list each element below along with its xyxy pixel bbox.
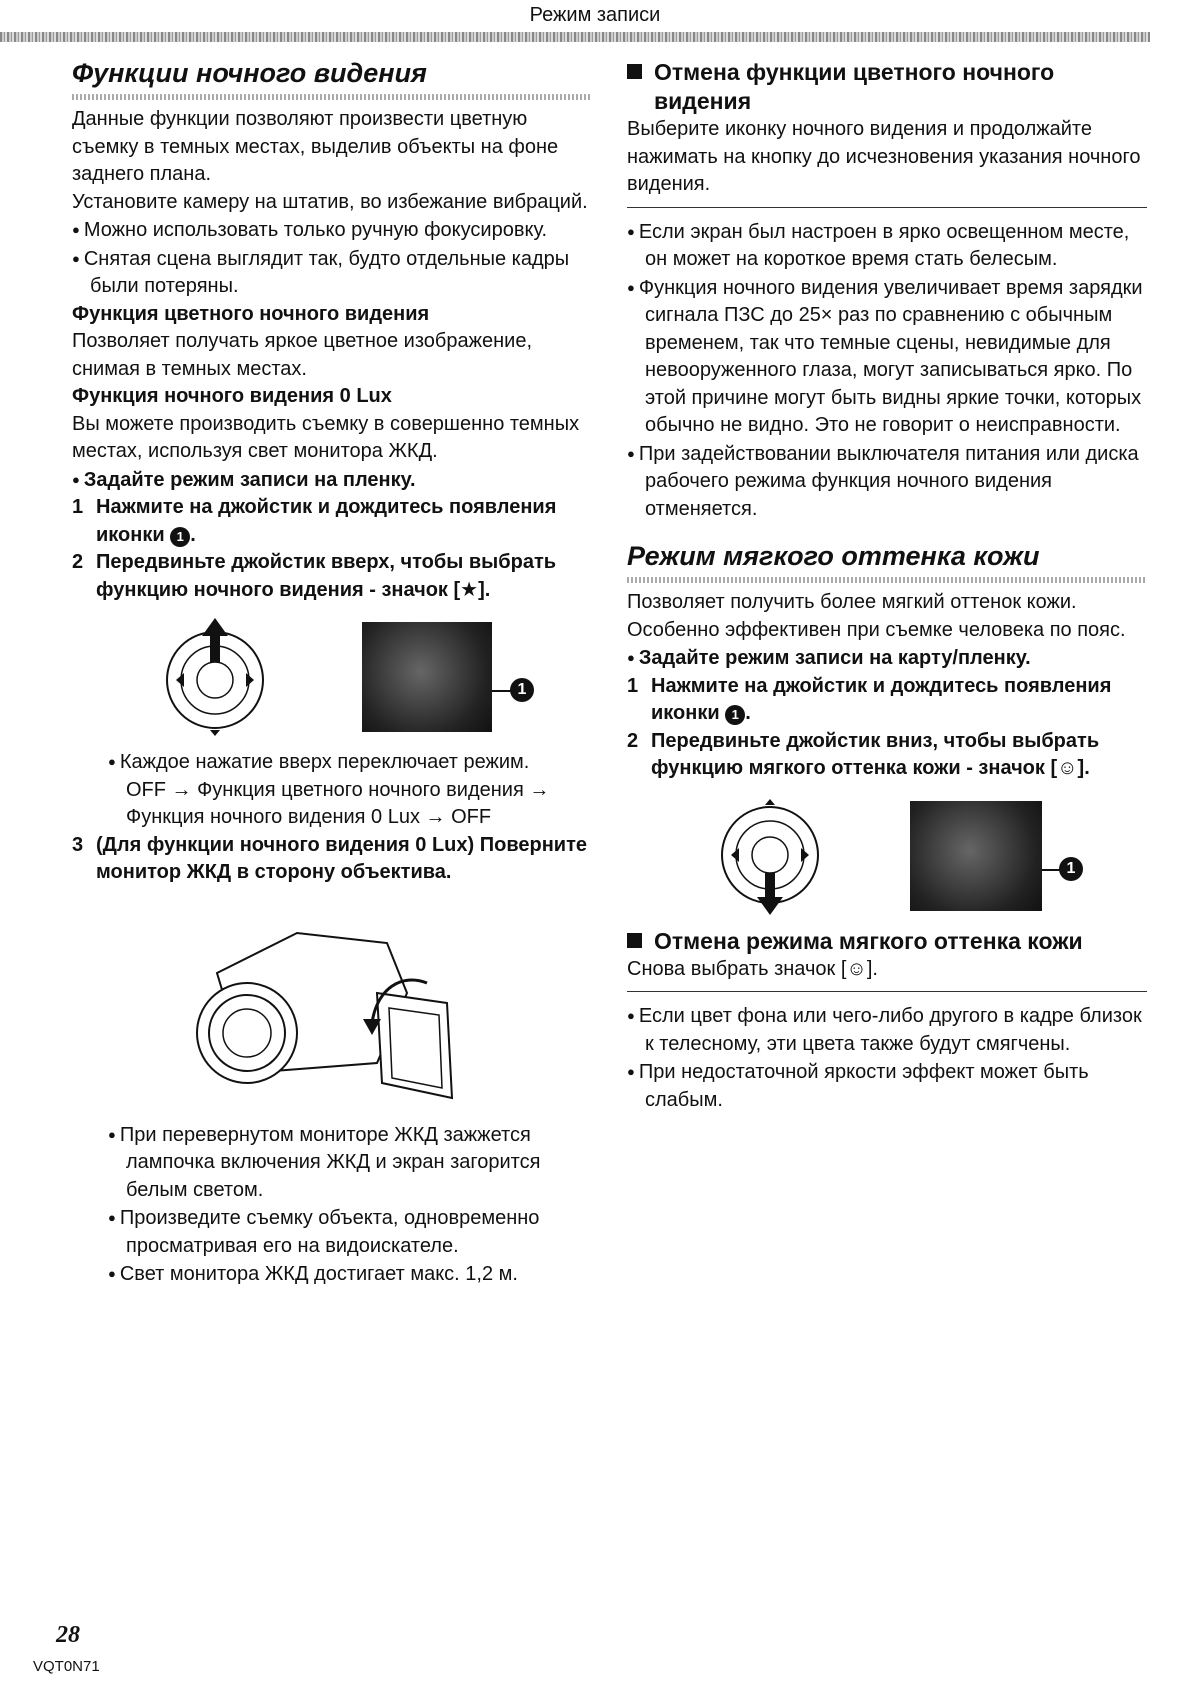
0lux-text: Вы можете производить съемку в совершенно темных местах, используя свет монитора ЖКД. [72,412,580,462]
note: ● При недостаточной яркости эффект может быть слабым. [627,1058,1147,1114]
subheading-color-night: Функция цветного ночного видения [72,302,430,325]
bullet: ● Произведите съемку объекта, одновременно просматривая его на видоискателе. [108,1204,592,1260]
square-bullet-icon [627,933,642,948]
bullet: ● Свет монитора ЖКД достигает макс. 1,2 м. [108,1260,592,1289]
note: ● При задействовании выключателя питания или диска рабочего режима функция ночного видения отменяется. [627,440,1147,524]
soft-step-2: 2 Передвиньте джойстик вниз, чтобы выбрать функцию мягкого оттенка кожи - значок [☺]. [627,729,1100,779]
soft-skin-icon: ☺ [1057,757,1078,779]
callout-1-icon: 1 [170,527,190,547]
bullet: ● Можно использовать только ручную фокусировку. [72,216,592,245]
cancel-color-night-text: Выберите иконку ночного видения и продолжайте нажимать на кнопку до исчезновения указания ночного видения. [627,118,1141,195]
night-scene-screenshot [362,622,492,732]
note: ● Функция ночного видения увеличивает время зарядки сигнала ПЗС до 25× раз по сравнению с обычным временем, так что темные сцены, невидимые для невооруженного глаза, могут записываться ярко. По этой причине могут быть видны яркие точки, которых обычно не видно. Это не говорит о неисправности. [627,274,1147,440]
section-title-night-vision: Функции ночного видения [72,58,427,88]
joystick-figure-up [72,618,592,738]
note: ● Если цвет фона или чего-либо другого в кадре близок к телесному, эти цвета также будут смягчены. [627,1002,1147,1058]
joystick-down-icon [715,797,825,917]
dotted-rule [72,94,592,100]
soft-skin-icon: ☺ [846,957,867,980]
bullet: ● При перевернутом мониторе ЖКД зажжется лампочка включения ЖКД и экран загорится белым светом. [108,1121,592,1205]
color-night-text: Позволяет получать яркое цветное изображение, снимая в темных местах. [72,330,533,380]
page-header: Режим записи [529,4,661,26]
joystick-figure-down [627,797,1147,917]
soft-step-1: 1 Нажмите на джойстик и дождитесь появления иконки 1 . [627,674,1112,724]
step-1: 1 Нажмите на джойстик и дождитесь появления иконки 1 . [72,496,557,546]
joystick-up-icon [160,618,270,738]
page-number: 28 [56,1622,80,1648]
step-2: 2 Передвиньте джойстик вверх, чтобы выбрать функцию ночного видения - значок [★]. [72,551,557,601]
tripod-text: Установите камеру на штатив, во избежание вибраций. [72,190,588,213]
cancel-soft-skin-text: Снова выбрать значок [ [627,957,847,980]
section-title-soft-skin: Режим мягкого оттенка кожи [627,541,1040,571]
mode-cycle: OFF → Функция цветного ночного видения → Функция ночного видения 0 Lux → OFF [126,778,550,828]
cancel-soft-skin-heading: Отмена режима мягкого оттенка кожи [627,927,1147,956]
subheading-0lux: Функция ночного видения 0 Lux [72,385,392,407]
callout-1-icon: 1 [725,705,745,725]
camcorder-lcd-rotate-figure [177,913,457,1103]
bullet: ● Снятая сцена выглядит так, будто отдельные кадры были потеряны. [72,245,592,301]
callout-1: 1 [1059,857,1083,881]
dotted-rule [627,577,1147,583]
note: ● Если экран был настроен в ярко освещенном месте, он может на короткое время стать белесым. [627,218,1147,274]
square-bullet-icon [627,64,642,79]
intro-text: Данные функции позволяют произвести цветную съемку в темных местах, выделив объекты на фоне заднего плана. [72,108,559,185]
cancel-color-night-heading: Отмена функции цветного ночного видения [627,58,1147,116]
divider [627,207,1147,208]
divider [627,991,1147,992]
bullet: ● Каждое нажатие вверх переключает режим. [108,748,592,777]
set-mode-step: ● Задайте режим записи на пленку. [72,466,592,495]
soft-skin-screenshot [910,801,1042,911]
document-code: VQT0N71 [33,1658,100,1675]
right-column: Отмена функции цветного ночного видения Выберите иконку ночного видения и продолжайте нажимать на кнопку до исчезновения указания ночного видения. ● Если экран был настроен в ярко освещенном месте, он может на короткое время стать белесым. ● Функция ночного видения увеличивает время зарядки сигнала ПЗС до 25× раз по сравнению с обычным временем, так что темные сцены, невидимые для невооруженного глаза, могут записываться ярко. По этой причине могут быть видны яркие точки, которых обычно не видно. Это не говорит о неисправности. ● При задействовании выключателя питания или диска рабочего режима функция ночного видения отменяется. Режим мягкого оттенка кожи Позволяет получить более мягкий оттенок кожи. Особенно эффективен при съемке человека по пояс. ● Задайте режим записи на карту/пленку. 1 Нажмите на джойстик и дождитесь появления иконки 1 . 2 Передвиньте джойстик вниз, чтобы выбрать функцию мягкого оттенка кожи - значок [☺]. 1 Отмена режима мягкого оттенка кожи Снова выбрать значок [☺]. ● Если цвет фона или чего-либо другого в кадре близок к телесному, эти цвета также будут смягчены. ● При недостаточной яркости эффект может быть слабым. [627,58,1147,1114]
left-column [72,56,592,1289]
step-3: 3 (Для функции ночного видения 0 Lux) Поверните монитор ЖКД в сторону объектива. [72,833,587,883]
night-star-icon: ★ [460,578,479,601]
soft-skin-intro: Позволяет получить более мягкий оттенок кожи. Особенно эффективен при съемке человека по пояс. [627,591,1126,641]
set-mode-step: ● Задайте режим записи на карту/пленку. [627,644,1147,673]
callout-1: 1 [510,678,534,702]
header-band [0,32,1150,42]
